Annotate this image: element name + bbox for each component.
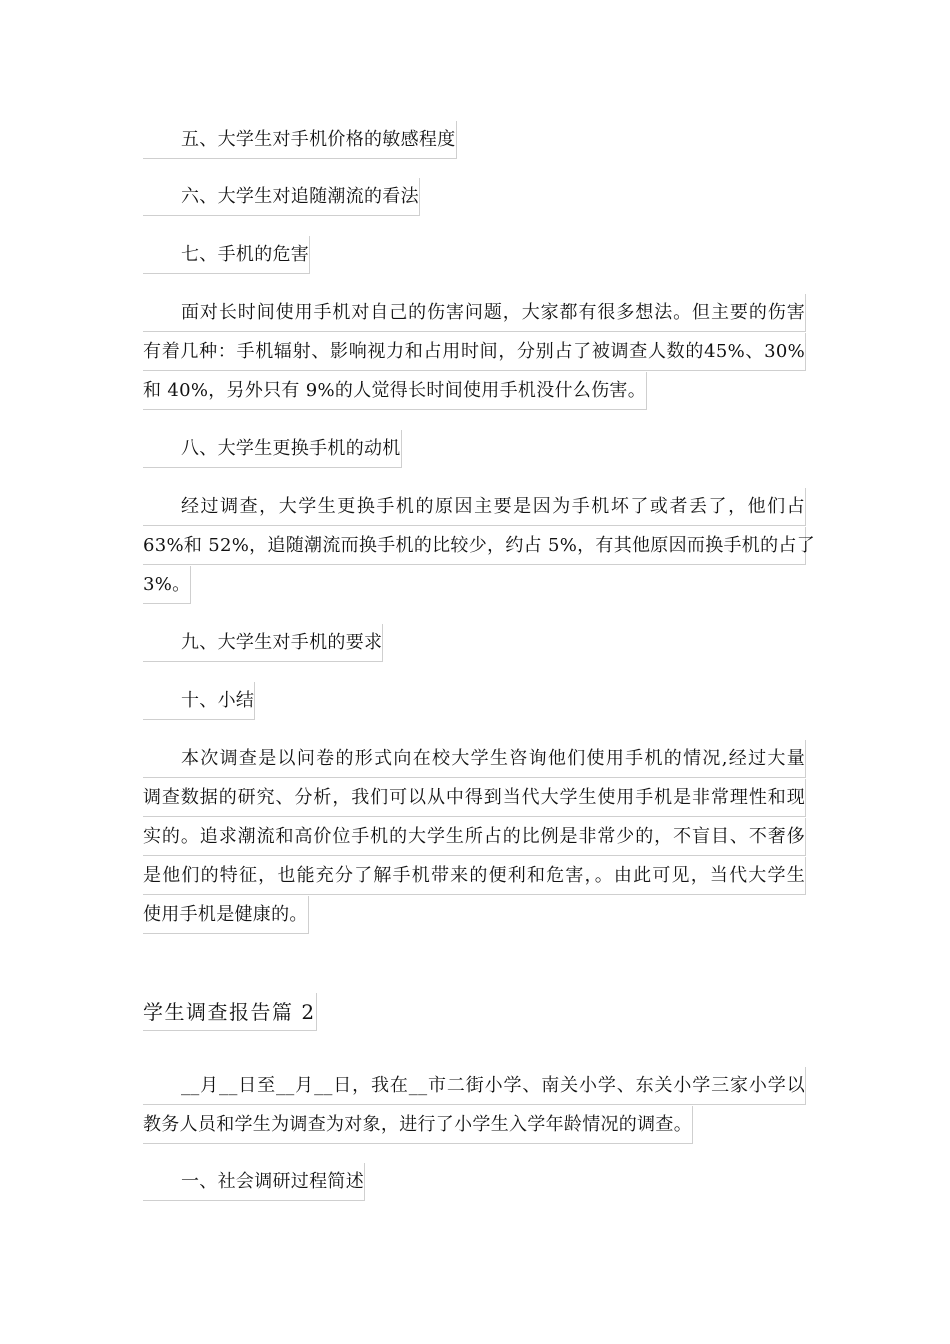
text-line: 经过调查，大学生更换手机的原因主要是因为手机坏了或者丢了，他们占 <box>143 488 806 526</box>
text-line: 是他们的特征，也能充分了解手机带来的便利和危害，。由此可见，当代大学生 <box>143 857 806 895</box>
section-heading-5 <box>143 121 806 159</box>
text-line: 教务人员和学生为调查为对象，进行了小学生入学年龄情况的调查。 <box>143 1106 693 1144</box>
text-line: 五、大学生对手机价格的敏感程度 <box>143 121 457 159</box>
text-line: 六、大学生对追随潮流的看法 <box>143 178 420 216</box>
text-line: 使用手机是健康的。 <box>143 896 309 934</box>
text-line: 有着几种：手机辐射、影响视力和占用时间，分别占了被调查人数的45%、30% <box>143 333 806 371</box>
text-line: 十、小结 <box>143 682 255 720</box>
section-heading-9 <box>143 624 806 662</box>
text-line: __月__日至__月__日，我在__市二街小学、南关小学、东关小学三家小学以 <box>143 1067 806 1105</box>
section-heading-10 <box>143 682 806 720</box>
paragraph-motivation <box>143 488 816 604</box>
paragraph-summary <box>143 740 806 934</box>
section-heading-7 <box>143 236 806 274</box>
paragraph-intro-2 <box>143 1067 806 1144</box>
text-line: 调查数据的研究、分析，我们可以从中得到当代大学生使用手机是非常理性和现 <box>143 779 806 817</box>
text-line: 九、大学生对手机的要求 <box>143 624 383 662</box>
text-line: 八、大学生更换手机的动机 <box>143 430 402 468</box>
text-line: 和 40%，另外只有 9%的人觉得长时间使用手机没什么伤害。 <box>143 372 647 410</box>
paragraph-harm <box>143 294 806 410</box>
report-title-2 <box>143 993 806 1031</box>
text-line: 3%。 <box>143 566 191 604</box>
text-line: 63%和 52%，追随潮流而换手机的比较少，约占 5%，有其他原因而换手机的占了 <box>143 527 806 565</box>
section-heading-1 <box>143 1163 806 1201</box>
text-line: 一、社会调研过程简述 <box>143 1163 365 1201</box>
section-heading-8 <box>143 430 806 468</box>
text-line: 实的。追求潮流和高价位手机的大学生所占的比例是非常少的，不盲目、不奢侈 <box>143 818 806 856</box>
text-line: 本次调查是以问卷的形式向在校大学生咨询他们使用手机的情况,经过大量 <box>143 740 806 778</box>
text-line: 七、手机的危害 <box>143 236 310 274</box>
text-line: 学生调查报告篇 2 <box>143 993 317 1031</box>
section-heading-6 <box>143 178 806 216</box>
text-line: 面对长时间使用手机对自己的伤害问题，大家都有很多想法。但主要的伤害 <box>143 294 806 332</box>
